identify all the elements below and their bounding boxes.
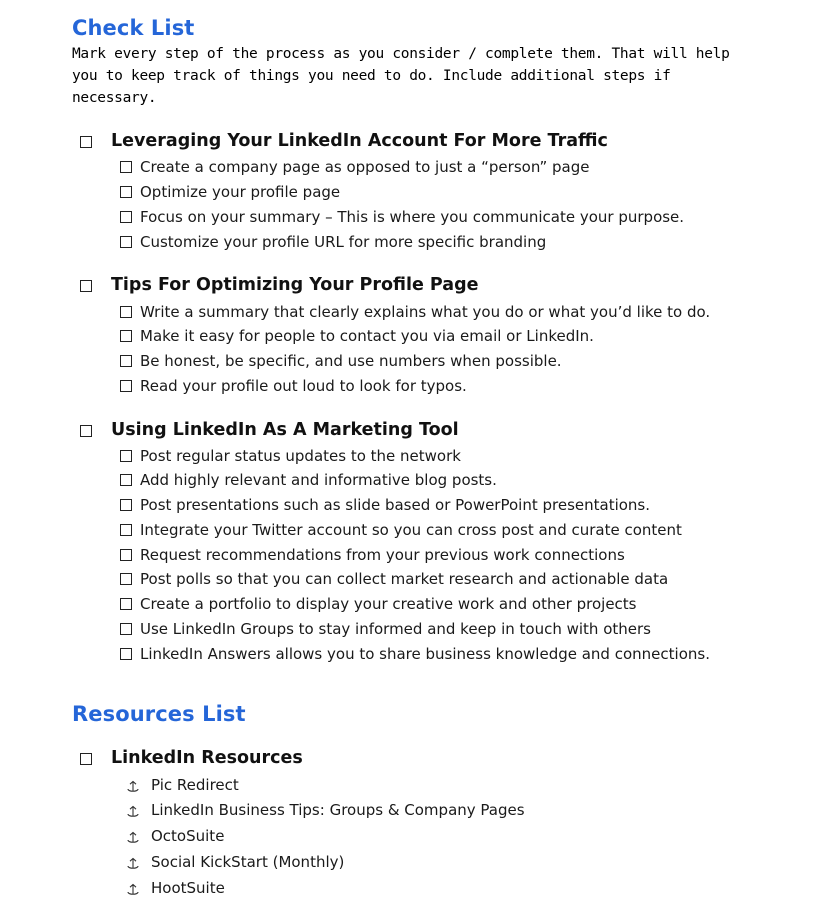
list-item[interactable] xyxy=(120,232,753,254)
list-item-label: Post regular status updates to the network xyxy=(140,446,461,465)
resource-items xyxy=(126,775,753,900)
checkbox-icon[interactable] xyxy=(120,330,132,342)
group-title: LinkedIn Resources xyxy=(111,748,303,769)
group-title: Tips For Optimizing Your Profile Page xyxy=(111,275,479,296)
list-item-label: Create a company page as opposed to just a “person” page xyxy=(140,158,590,177)
group-header[interactable] xyxy=(80,748,753,768)
list-item-label: Read your profile out loud to look for typos. xyxy=(140,376,467,395)
page-title: Check List xyxy=(72,16,195,40)
checklist-group xyxy=(72,275,753,397)
anchor-bullet-icon xyxy=(126,804,140,818)
list-item-label: Customize your profile URL for more specific branding xyxy=(140,232,547,251)
checkbox-icon[interactable] xyxy=(120,598,132,610)
list-item[interactable] xyxy=(120,569,753,591)
anchor-bullet-icon xyxy=(126,856,140,870)
list-item-label: Make it easy for people to contact you via email or LinkedIn. xyxy=(140,327,594,346)
list-item-label: Be honest, be specific, and use numbers when possible. xyxy=(140,352,562,370)
group-items xyxy=(120,446,753,666)
checklist-group xyxy=(72,420,753,666)
list-item[interactable] xyxy=(120,157,753,179)
group-items xyxy=(120,302,753,398)
resources-group xyxy=(72,748,753,899)
list-item[interactable] xyxy=(126,775,753,797)
checkbox-icon[interactable] xyxy=(120,623,132,635)
group-title: Leveraging Your LinkedIn Account For More Traffic xyxy=(111,131,608,152)
group-items xyxy=(120,157,753,253)
group-header[interactable] xyxy=(80,131,753,151)
list-item-label: LinkedIn Answers allows you to share business knowledge and connections. xyxy=(140,644,710,663)
list-item[interactable] xyxy=(120,376,753,398)
list-item[interactable] xyxy=(120,182,753,204)
checkbox-icon[interactable] xyxy=(120,499,132,511)
group-header[interactable] xyxy=(80,275,753,295)
checkbox-icon[interactable] xyxy=(120,474,132,486)
checkbox-icon[interactable] xyxy=(120,524,132,536)
list-item-label: Post presentations such as slide based or PowerPoint presentations. xyxy=(140,496,651,515)
list-item[interactable] xyxy=(120,326,753,348)
list-item-label: Post polls so that you can collect market research and actionable data xyxy=(140,570,669,589)
anchor-bullet-icon xyxy=(126,779,140,793)
list-item-label: Request recommendations from your previous work connections xyxy=(140,545,625,564)
intro-paragraph: Mark every step of the process as you consider / complete them. That will help you to keep track of things you need to do. Include additional steps if necessary. xyxy=(72,46,730,106)
list-item-label: HootSuite xyxy=(151,878,225,897)
group-title: Using LinkedIn As A Marketing Tool xyxy=(111,419,459,440)
checkbox-icon[interactable] xyxy=(120,355,132,367)
checkbox-icon[interactable] xyxy=(80,753,92,765)
checkbox-icon[interactable] xyxy=(120,549,132,561)
checkbox-icon[interactable] xyxy=(80,136,92,148)
list-item[interactable] xyxy=(120,644,753,666)
checklist-group xyxy=(72,131,753,253)
list-item[interactable] xyxy=(126,826,753,848)
list-item-label: Social KickStart (Monthly) xyxy=(151,852,345,871)
checkbox-icon[interactable] xyxy=(120,211,132,223)
list-item[interactable] xyxy=(126,852,753,874)
list-item-label: Add highly relevant and informative blog posts. xyxy=(140,471,497,490)
anchor-bullet-icon xyxy=(126,882,140,896)
list-item-label: Integrate your Twitter account so you can cross post and curate content xyxy=(140,520,682,539)
list-item[interactable] xyxy=(126,800,753,822)
list-item-label: LinkedIn Business Tips: Groups & Company Pages xyxy=(151,801,525,820)
list-item-label: OctoSuite xyxy=(151,827,225,845)
resources-title: Resources List xyxy=(72,702,246,727)
anchor-bullet-icon xyxy=(126,830,140,844)
list-item-label: Pic Redirect xyxy=(151,775,239,794)
list-item[interactable] xyxy=(120,594,753,616)
list-item[interactable] xyxy=(120,351,753,373)
checkbox-icon[interactable] xyxy=(120,450,132,462)
list-item-label: Write a summary that clearly explains what you do or what you’d like to do. xyxy=(140,302,711,321)
list-item[interactable] xyxy=(120,520,753,542)
list-item-label: Focus on your summary – This is where you communicate your purpose. xyxy=(140,207,685,226)
list-item[interactable] xyxy=(120,619,753,641)
checkbox-icon[interactable] xyxy=(120,380,132,392)
list-item[interactable] xyxy=(120,302,753,324)
list-item[interactable] xyxy=(120,446,753,468)
checkbox-icon[interactable] xyxy=(120,236,132,248)
checkbox-icon[interactable] xyxy=(120,161,132,173)
list-item[interactable] xyxy=(120,207,753,229)
checkbox-icon[interactable] xyxy=(120,573,132,585)
list-item[interactable] xyxy=(120,545,753,567)
list-item[interactable] xyxy=(126,878,753,900)
checkbox-icon[interactable] xyxy=(120,186,132,198)
list-item[interactable] xyxy=(120,470,753,492)
section-spacer xyxy=(72,668,753,702)
checkbox-icon[interactable] xyxy=(120,306,132,318)
group-header[interactable] xyxy=(80,420,753,440)
checkbox-icon[interactable] xyxy=(120,648,132,660)
list-item-label: Create a portfolio to display your creative work and other projects xyxy=(140,595,637,614)
checkbox-icon[interactable] xyxy=(80,425,92,437)
list-item-label: Use LinkedIn Groups to stay informed and keep in touch with others xyxy=(140,619,651,638)
list-item[interactable] xyxy=(120,495,753,517)
checkbox-icon[interactable] xyxy=(80,280,92,292)
list-item-label: Optimize your profile page xyxy=(140,183,341,202)
